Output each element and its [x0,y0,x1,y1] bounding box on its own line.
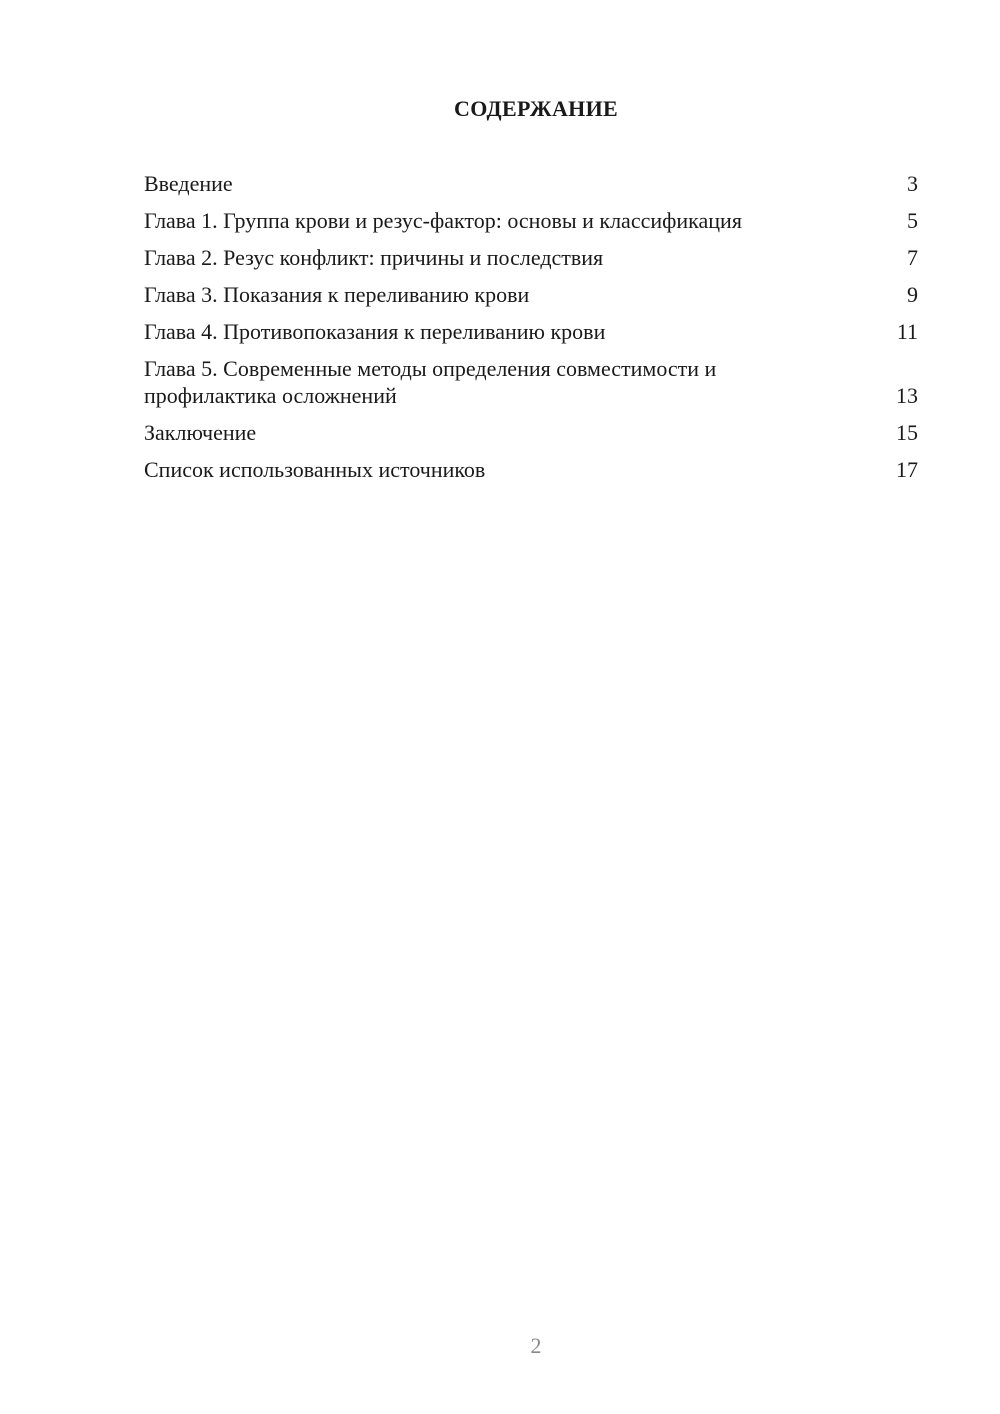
toc-entry-page: 17 [896,457,918,482]
toc-entry-chapter-1[interactable] [144,207,918,234]
toc-entry-chapter-3[interactable] [144,281,918,308]
toc-entry-references[interactable] [144,456,918,483]
toc-title: СОДЕРЖАНИЕ [454,96,618,121]
toc-entry-label: Глава 4. Противопоказания к переливанию крови [144,319,606,344]
toc-entry-conclusion[interactable] [144,419,918,446]
toc-entry-page: 5 [907,208,918,233]
toc-entry-chapter-5[interactable] [144,355,918,409]
table-of-contents [144,170,918,493]
page-number: 2 [530,1333,542,1358]
toc-entry-label: Введение [144,171,233,196]
toc-entry-label: Глава 1. Группа крови и резус-фактор: основы и классификация [144,208,742,233]
toc-entry-label: Заключение [144,420,257,445]
toc-entry-page: 9 [907,282,918,307]
toc-entry-page: 3 [907,171,918,196]
toc-entry-page: 15 [896,420,918,445]
toc-entry-page: 11 [896,319,918,344]
toc-entry-label: Список использованных источников [144,457,486,482]
toc-entry-page: 7 [907,245,918,270]
toc-entry-label: Глава 5. Современные методы определения совместимости и профилактика осложнений [144,356,717,408]
toc-entry-chapter-2[interactable] [144,244,918,271]
toc-entry-label: Глава 3. Показания к переливанию крови [144,282,530,307]
toc-entry-page: 13 [896,383,918,408]
toc-entry-introduction[interactable] [144,170,918,197]
toc-entry-label: Глава 2. Резус конфликт: причины и последствия [144,245,604,270]
toc-entry-chapter-4[interactable] [144,318,918,345]
